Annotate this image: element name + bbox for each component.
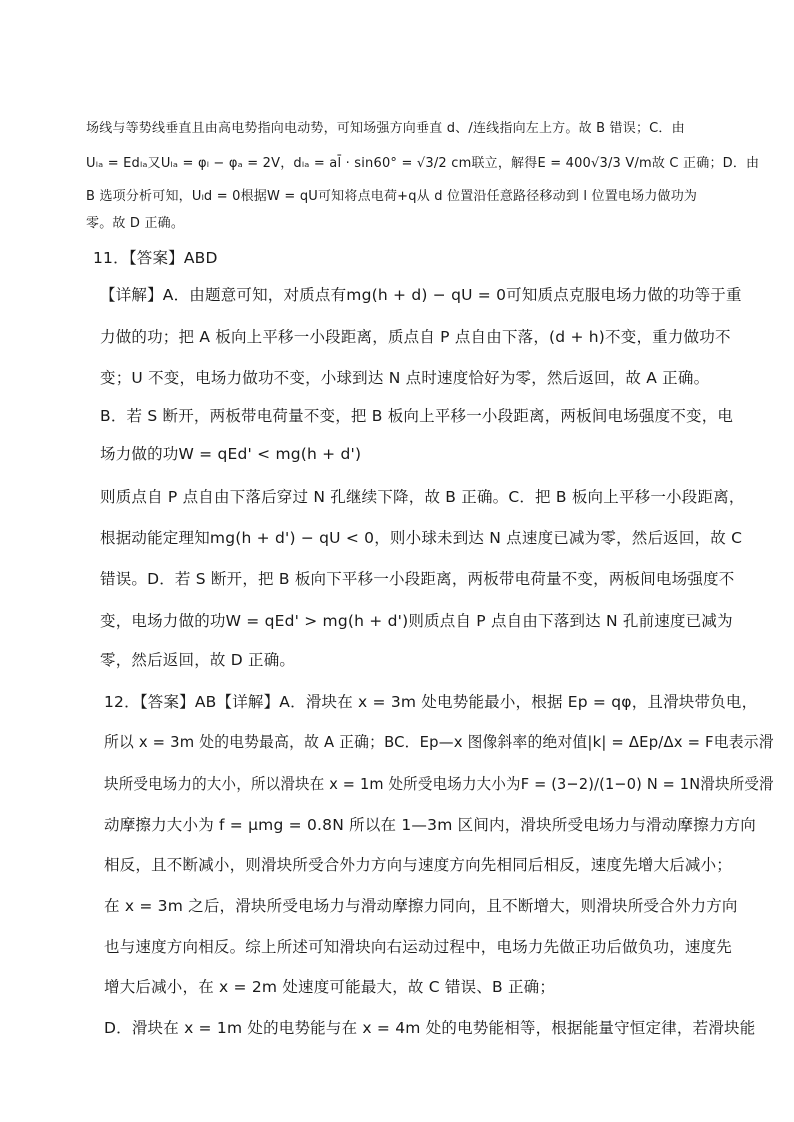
text-line: 变，电场力做的功W = qEd' > mg(h + d')则质点自 P 点自由下落到达 N 孔前速度已减为: [100, 612, 733, 630]
text-line: 动摩擦力大小为 f = μmg = 0.8N 所以在 1—3m 区间内，滑块所受电场力与滑动摩擦力方向: [104, 816, 756, 834]
text-line: 所以 x = 3m 处的电势最高，故 A 正确；BC．Ep—x 图像斜率的绝对值|k| = ΔEp/Δx = F电表示滑: [104, 733, 774, 751]
text-line: 在 x = 3m 之后，滑块所受电场力与滑动摩擦力同向，且不断增大，则滑块所受合外力方向: [104, 897, 738, 915]
text-line: 力做的功；把 A 板向上平移一小段距离，质点自 P 点自由下落，(d + h)不变，重力做功不: [100, 328, 731, 346]
text-line: B．若 S 断开，两板带电荷量不变，把 B 板向上平移一小段距离，两板间电场强度不变，电: [100, 407, 734, 425]
text-line: B 选项分析可知，Uₗd = 0根据W = qU可知将点电荷+q从 d 位置沿任意路径移动到 l 位置电场力做功为: [86, 189, 698, 204]
text-line: Uₗₐ = Edₗₐ又Uₗₐ = φₗ − φₐ = 2V，dₗₐ = al̄ · sin60° = √3/2 cm联立，解得E = 400√3/3 V/m故 C 正确；D．由: [86, 156, 760, 171]
text-line: 根据动能定理知mg(h + d') − qU < 0，则小球未到达 N 点速度已减为零，然后返回，故 C: [100, 529, 743, 547]
text-line: 也与速度方向相反。综上所述可知滑块向右运动过程中，电场力先做正功后做负功，速度先: [104, 938, 733, 956]
answer-heading-11: 11．【答案】ABD: [93, 249, 218, 267]
text-line: 错误。D．若 S 断开，把 B 板向下平移一小段距离，两板带电荷量不变，两板间电场强度不: [100, 570, 735, 588]
text-line: 场线与等势线垂直且由高电势指向电动势，可知场强方向垂直 d、/连线指向左上方。故 B 错误；C．由: [86, 121, 685, 136]
text-line: 零，然后返回，故 D 正确。: [100, 651, 296, 669]
text-line: 相反，且不断减小，则滑块所受合外力方向与速度方向先相同后相反，速度先增大后减小；: [104, 856, 733, 874]
text-line: 零。故 D 正确。: [86, 216, 185, 231]
answer-heading-12: 12．【答案】AB【详解】A．滑块在 x = 3m 处电势能最小，根据 Ep = qφ，且滑块带负电，: [104, 693, 758, 711]
text-line: D．滑块在 x = 1m 处的电势能与在 x = 4m 处的电势能相等，根据能量守恒定律，若滑块能: [104, 1019, 756, 1037]
text-line: 增大后减小，在 x = 2m 处速度可能最大，故 C 错误、B 正确；: [104, 978, 556, 996]
text-line: 变；U 不变，电场力做功不变，小球到达 N 点时速度恰好为零，然后返回，故 A 正确。: [100, 369, 710, 387]
text-line: 块所受电场力的大小，所以滑块在 x = 1m 处所受电场力大小为F = (3−2)/(1−0) N = 1N滑块所受滑: [104, 775, 774, 793]
text-line: 则质点自 P 点自由下落后穿过 N 孔继续下降，故 B 正确。C．把 B 板向上平移一小段距离，: [100, 488, 745, 506]
text-line: 【详解】A．由题意可知，对质点有mg(h + d) − qU = 0可知质点克服电场力做的功等于重: [100, 286, 742, 304]
text-line: 场力做的功W = qEd' < mg(h + d'): [100, 445, 362, 463]
